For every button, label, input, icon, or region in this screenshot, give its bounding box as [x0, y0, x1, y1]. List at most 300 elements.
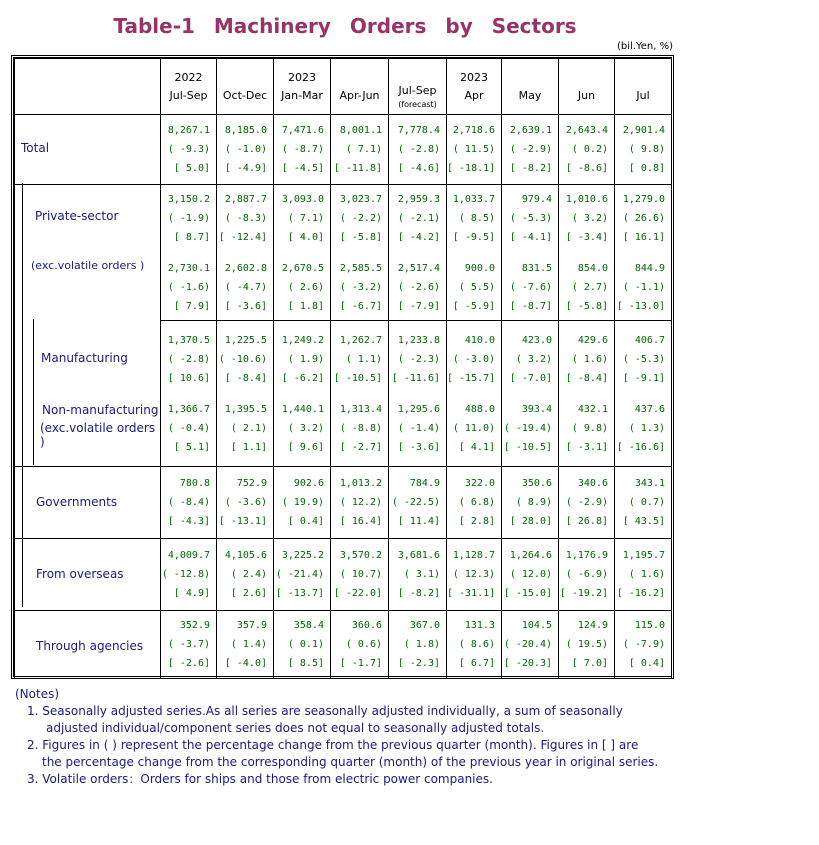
data-cell [217, 467, 274, 539]
data-cell [559, 115, 615, 185]
value-change: ( -3.0) [452, 353, 495, 365]
value-level: 4,105.6 [224, 550, 267, 561]
value-yoy: [ 26.8] [565, 516, 608, 527]
value-yoy: [ -15.0] [503, 588, 552, 599]
notes-heading: (Notes) [15, 687, 60, 701]
data-cell [447, 185, 502, 321]
row-label: Private-sector (exc.volatile orders ) [15, 185, 161, 321]
value-yoy: [ 8.5] [287, 658, 324, 669]
row-label: Through agencies [15, 611, 161, 679]
value-yoy: [ -4.6] [397, 163, 440, 174]
value-level: 1,395.5 [224, 403, 267, 415]
value-level: 1,370.5 [167, 334, 210, 346]
row-label-nonmfg-sub: (exc.volatile orders ) [40, 420, 156, 449]
data-cell [447, 115, 502, 185]
value-change: ( 9.8) [571, 422, 608, 434]
value-level: 429.6 [577, 334, 608, 346]
value-level: 1,176.9 [565, 550, 608, 561]
value-yoy: [ -18.1] [447, 163, 496, 174]
value-level: 124.9 [577, 620, 608, 631]
value-change: ( 3.1) [403, 569, 440, 580]
value-yoy: [ -12.4] [218, 231, 267, 243]
value-change: ( -3.6) [224, 497, 267, 508]
value-yoy: [ -4.0] [224, 658, 267, 669]
value-level: 2,718.6 [452, 125, 495, 136]
data-cell [331, 185, 389, 321]
value-change: ( 2.4) [230, 569, 267, 580]
row-overseas [15, 539, 672, 611]
value-level: 1,013.2 [339, 478, 382, 489]
value-yoy: [ -7.9] [397, 300, 440, 312]
value-yoy: [ 7.9] [173, 300, 210, 312]
value-level: 2,959.3 [397, 193, 440, 205]
value-level: 423.0 [521, 334, 552, 346]
value-change: ( -2.9) [509, 144, 552, 155]
value-yoy: [ -8.7] [509, 300, 552, 312]
data-cell [559, 185, 615, 321]
value-change: ( -1.4) [397, 422, 440, 434]
value-level: 406.7 [634, 334, 665, 346]
value-yoy: [ -5.8] [339, 231, 382, 243]
value-level: 1,128.7 [452, 550, 495, 561]
header-row [15, 59, 672, 115]
indent-line-private [22, 183, 23, 607]
data-cell [217, 185, 274, 321]
header-col-1: 2022 Jul-Sep [161, 59, 217, 115]
value-change: ( 26.6) [622, 212, 665, 224]
value-level: 352.9 [179, 620, 210, 631]
value-level: 979.4 [521, 193, 552, 205]
value-change: ( 1.9) [287, 353, 324, 365]
value-yoy: [ 1.1] [230, 441, 267, 453]
value-yoy: [ -13.1] [218, 516, 267, 527]
value-change: ( 11.5) [452, 144, 495, 155]
value-yoy: [ -8.4] [565, 372, 608, 384]
value-change: ( 0.1) [287, 639, 324, 650]
value-yoy: [ -5.9] [452, 300, 495, 312]
note-2-cont: the percentage change from the corresponding quarter (month) of the previous year in original series. [42, 755, 659, 769]
value-level: 2,730.1 [167, 262, 210, 274]
value-yoy: [ -8.2] [397, 588, 440, 599]
value-change: ( 12.0) [509, 569, 552, 580]
data-cell [502, 115, 559, 185]
row-agencies [15, 611, 672, 679]
data-cell [389, 467, 447, 539]
data-cell [615, 115, 672, 185]
data-cell [217, 539, 274, 611]
value-level: 1,262.7 [339, 334, 382, 346]
value-change: ( -2.2) [339, 212, 382, 224]
data-cell [615, 611, 672, 679]
data-cell [331, 321, 389, 467]
value-yoy: [ 43.5] [622, 516, 665, 527]
value-yoy: [ -22.0] [333, 588, 382, 599]
unit-label: (bil.Yen, %) [616, 41, 673, 52]
value-change: ( -5.3) [509, 212, 552, 224]
value-change: ( -8.4) [167, 497, 210, 508]
value-level: 322.0 [464, 478, 495, 489]
data-cell [559, 611, 615, 679]
data-cell [331, 467, 389, 539]
value-yoy: [ -3.6] [397, 441, 440, 453]
data-cell [274, 467, 331, 539]
value-level: 1,225.5 [224, 334, 267, 346]
value-yoy: [ -13.0] [616, 300, 665, 312]
value-change: ( -21.4) [275, 569, 324, 580]
value-level: 3,570.2 [339, 550, 382, 561]
data-cell [161, 321, 217, 467]
value-level: 8,267.1 [167, 125, 210, 136]
value-change: ( -2.8) [397, 144, 440, 155]
value-yoy: [ 9.6] [287, 441, 324, 453]
value-change: ( 6.8) [458, 497, 495, 508]
data-cell [217, 115, 274, 185]
row-label-nonmfg: Non-manufacturing [42, 402, 159, 417]
data-cell [331, 611, 389, 679]
data-cell [615, 321, 672, 467]
row-total [15, 115, 672, 185]
data-cell [217, 611, 274, 679]
value-change: ( 19.9) [281, 497, 324, 508]
note-1: 1. Seasonally adjusted series.As all series are seasonally adjusted individually, a sum of seasonally [27, 704, 623, 718]
data-cell [502, 321, 559, 467]
value-change: ( -7.9) [622, 639, 665, 650]
data-cell [559, 539, 615, 611]
value-level: 410.0 [464, 334, 495, 346]
value-yoy: [ -20.3] [503, 658, 552, 669]
value-yoy: [ -8.6] [565, 163, 608, 174]
value-change: ( 2.7) [571, 281, 608, 293]
value-yoy: [ 28.0] [509, 516, 552, 527]
header-col-4: Apr-Jun [331, 59, 389, 115]
value-level: 8,001.1 [339, 125, 382, 136]
data-cell [447, 321, 502, 467]
value-change: ( 8.5) [458, 212, 495, 224]
note-1-cont: adjusted individual/component series does not equal to seasonally adjusted totals. [46, 721, 545, 735]
value-level: 1,295.6 [397, 403, 440, 415]
data-cell [389, 321, 447, 467]
value-level: 1,010.6 [565, 193, 608, 205]
value-level: 2,901.4 [622, 125, 665, 136]
value-yoy: [ 5.1] [173, 441, 210, 453]
value-change: ( 10.7) [339, 569, 382, 580]
value-change: ( -12.8) [161, 569, 210, 580]
header-col-7: May [502, 59, 559, 115]
value-yoy: [ 16.4] [339, 516, 382, 527]
value-yoy: [ 0.4] [628, 658, 665, 669]
value-yoy: [ 2.8] [458, 516, 495, 527]
note-2: 2. Figures in ( ) represent the percentage change from the previous quarter (month). Figures in [ ] are [27, 738, 639, 752]
header-col-2: Oct-Dec [217, 59, 274, 115]
value-change: ( -0.4) [167, 422, 210, 434]
value-level: 3,681.6 [397, 550, 440, 561]
value-yoy: [ -31.1] [447, 588, 496, 599]
value-yoy: [ -3.4] [565, 231, 608, 243]
value-change: ( -2.6) [397, 281, 440, 293]
value-yoy: [ 5.0] [173, 163, 210, 174]
value-change: ( 19.5) [565, 639, 608, 650]
value-level: 367.0 [409, 620, 440, 631]
value-yoy: [ -13.7] [275, 588, 324, 599]
value-yoy: [ 4.9] [173, 588, 210, 599]
value-change: ( 8.6) [458, 639, 495, 650]
value-change: ( -2.3) [397, 353, 440, 365]
page-title: Table-1 Machinery Orders by Sectors [113, 14, 577, 38]
data-cell [331, 115, 389, 185]
value-level: 784.9 [409, 478, 440, 489]
value-level: 900.0 [464, 262, 495, 274]
value-change: ( -1.9) [167, 212, 210, 224]
value-change: ( -4.7) [224, 281, 267, 293]
value-level: 437.6 [634, 403, 665, 415]
value-level: 1,279.0 [622, 193, 665, 205]
row-governments [15, 467, 672, 539]
value-change: ( -8.8) [339, 422, 382, 434]
value-level: 2,643.4 [565, 125, 608, 136]
value-level: 104.5 [521, 620, 552, 631]
data-cell [502, 539, 559, 611]
value-level: 340.6 [577, 478, 608, 489]
value-level: 902.6 [293, 478, 324, 489]
value-change: ( -5.3) [622, 353, 665, 365]
value-level: 1,033.7 [452, 193, 495, 205]
orders-table [11, 55, 674, 679]
data-cell [274, 115, 331, 185]
value-level: 1,195.7 [622, 550, 665, 561]
value-change: ( 1.4) [230, 639, 267, 650]
value-yoy: [ -2.3] [397, 658, 440, 669]
value-level: 8,185.0 [224, 125, 267, 136]
data-cell [161, 467, 217, 539]
value-yoy: [ -9.5] [452, 231, 495, 243]
value-level: 1,233.8 [397, 334, 440, 346]
value-change: ( -8.7) [281, 144, 324, 155]
value-change: ( 0.6) [345, 639, 382, 650]
value-yoy: [ 11.4] [397, 516, 440, 527]
data-cell [161, 185, 217, 321]
value-change: ( 0.7) [628, 497, 665, 508]
value-yoy: [ -10.5] [503, 441, 552, 453]
value-yoy: [ -10.5] [333, 372, 382, 384]
row-label: Manufacturing Non-manufacturing (exc.volatile orders ) [15, 321, 161, 467]
value-yoy: [ 2.6] [230, 588, 267, 599]
value-level: 1,264.6 [509, 550, 552, 561]
value-yoy: [ -11.6] [391, 372, 440, 384]
value-level: 854.0 [577, 262, 608, 274]
row-label: Governments [15, 467, 161, 539]
value-change: ( 0.2) [571, 144, 608, 155]
data-cell [559, 321, 615, 467]
value-yoy: [ 16.1] [622, 231, 665, 243]
value-level: 4,009.7 [167, 550, 210, 561]
value-change: ( -1.0) [224, 144, 267, 155]
value-yoy: [ -3.6] [224, 300, 267, 312]
value-yoy: [ 10.6] [167, 372, 210, 384]
data-cell [274, 321, 331, 467]
value-yoy: [ -3.1] [565, 441, 608, 453]
data-cell [502, 185, 559, 321]
header-col-8: Jun [559, 59, 615, 115]
value-yoy: [ -4.3] [167, 516, 210, 527]
value-change: ( 1.6) [571, 353, 608, 365]
value-change: ( 3.2) [515, 353, 552, 365]
value-change: ( 3.2) [287, 422, 324, 434]
value-level: 1,366.7 [167, 403, 210, 415]
value-change: ( -20.4) [503, 639, 552, 650]
header-col-6: 2023 Apr [447, 59, 502, 115]
value-change: ( -10.6) [218, 353, 267, 365]
value-level: 2,670.5 [281, 262, 324, 274]
value-change: ( 1.3) [628, 422, 665, 434]
value-change: ( 7.1) [287, 212, 324, 224]
forecast-note: (forecast) [398, 99, 437, 109]
notes [15, 686, 658, 788]
value-change: ( -6.9) [565, 569, 608, 580]
value-yoy: [ -8.4] [224, 372, 267, 384]
data-cell [331, 539, 389, 611]
value-change: ( 1.1) [345, 353, 382, 365]
data-cell [389, 185, 447, 321]
value-change: ( 1.8) [403, 639, 440, 650]
value-change: ( 12.3) [452, 569, 495, 580]
value-level: 3,225.2 [281, 550, 324, 561]
value-yoy: [ -1.7] [339, 658, 382, 669]
value-yoy: [ 1.8] [287, 300, 324, 312]
value-yoy: [ -4.9] [224, 163, 267, 174]
value-level: 752.9 [236, 478, 267, 489]
value-yoy: [ -2.6] [167, 658, 210, 669]
value-change: ( -1.6) [167, 281, 210, 293]
value-level: 7,471.6 [281, 125, 324, 136]
data-cell [217, 321, 274, 467]
row-label: From overseas [15, 539, 161, 611]
value-yoy: [ -11.8] [333, 163, 382, 174]
value-level: 1,313.4 [339, 403, 382, 415]
data-cell [274, 185, 331, 321]
value-change: ( -7.6) [509, 281, 552, 293]
value-change: ( 2.1) [230, 422, 267, 434]
value-yoy: [ -6.7] [339, 300, 382, 312]
header-corner [15, 59, 161, 115]
value-yoy: [ 0.8] [628, 163, 665, 174]
value-level: 780.8 [179, 478, 210, 489]
value-change: ( -2.1) [397, 212, 440, 224]
data-cell [615, 185, 672, 321]
value-level: 131.3 [464, 620, 495, 631]
data-cell [161, 611, 217, 679]
value-change: ( -3.7) [167, 639, 210, 650]
value-change: ( -19.4) [503, 422, 552, 434]
value-yoy: [ -8.2] [509, 163, 552, 174]
value-change: ( 9.8) [628, 144, 665, 155]
value-yoy: [ 8.7] [173, 231, 210, 243]
data-cell [502, 611, 559, 679]
data-cell [161, 539, 217, 611]
header-col-9: Jul [615, 59, 672, 115]
value-level: 360.6 [351, 620, 382, 631]
value-level: 831.5 [521, 262, 552, 274]
data-cell [615, 539, 672, 611]
value-level: 2,517.4 [397, 262, 440, 274]
value-level: 350.6 [521, 478, 552, 489]
value-level: 3,093.0 [281, 193, 324, 205]
data-cell [389, 539, 447, 611]
value-yoy: [ -4.2] [397, 231, 440, 243]
value-level: 2,585.5 [339, 262, 382, 274]
value-change: ( 8.9) [515, 497, 552, 508]
value-level: 488.0 [464, 403, 495, 415]
value-yoy: [ 4.1] [458, 441, 495, 453]
row-manufacturing [15, 321, 672, 467]
value-yoy: [ -4.5] [281, 163, 324, 174]
data-cell [389, 611, 447, 679]
data-cell [615, 467, 672, 539]
data-cell [161, 115, 217, 185]
value-change: ( 2.6) [287, 281, 324, 293]
value-level: 3,023.7 [339, 193, 382, 205]
data-cell [447, 611, 502, 679]
value-yoy: [ -16.6] [616, 441, 665, 453]
value-yoy: [ -2.7] [339, 441, 382, 453]
value-yoy: [ 6.7] [458, 658, 495, 669]
data-cell [502, 467, 559, 539]
value-level: 1,249.2 [281, 334, 324, 346]
value-level: 358.4 [293, 620, 324, 631]
value-level: 343.1 [634, 478, 665, 489]
header-col-3: 2023 Jan-Mar [274, 59, 331, 115]
value-yoy: [ -7.0] [509, 372, 552, 384]
data-cell [274, 611, 331, 679]
data-cell [447, 467, 502, 539]
value-level: 357.9 [236, 620, 267, 631]
row-label-sub: (exc.volatile orders ) [31, 259, 145, 272]
value-level: 432.1 [577, 403, 608, 415]
data-cell [274, 539, 331, 611]
value-level: 1,440.1 [281, 403, 324, 415]
value-yoy: [ -15.7] [447, 372, 496, 384]
value-change: ( -2.9) [565, 497, 608, 508]
value-yoy: [ 4.0] [287, 231, 324, 243]
value-yoy: [ -4.1] [509, 231, 552, 243]
value-change: ( -8.3) [224, 212, 267, 224]
value-change: ( -2.8) [167, 353, 210, 365]
value-yoy: [ -9.1] [622, 372, 665, 384]
value-change: ( -3.2) [339, 281, 382, 293]
value-level: 2,639.1 [509, 125, 552, 136]
value-yoy: [ 0.4] [287, 516, 324, 527]
indent-line-manufacturing [33, 319, 34, 465]
value-yoy: [ -5.8] [565, 300, 608, 312]
value-yoy: [ -6.2] [281, 372, 324, 384]
value-change: ( -22.5) [391, 497, 440, 508]
row-label: Total [15, 115, 161, 185]
value-change: ( 12.2) [339, 497, 382, 508]
value-level: 2,602.8 [224, 262, 267, 274]
value-level: 115.0 [634, 620, 665, 631]
value-change: ( 5.5) [458, 281, 495, 293]
value-level: 7,778.4 [397, 125, 440, 136]
value-level: 393.4 [521, 403, 552, 415]
value-yoy: [ -19.2] [559, 588, 608, 599]
value-change: ( -1.1) [622, 281, 665, 293]
data-cell [447, 539, 502, 611]
value-yoy: [ 7.0] [571, 658, 608, 669]
row-private [15, 185, 672, 321]
value-change: ( 7.1) [345, 144, 382, 155]
value-level: 3,150.2 [167, 193, 210, 205]
header-col-5: Jul-Sep (forecast) [389, 59, 447, 115]
data-cell [389, 115, 447, 185]
